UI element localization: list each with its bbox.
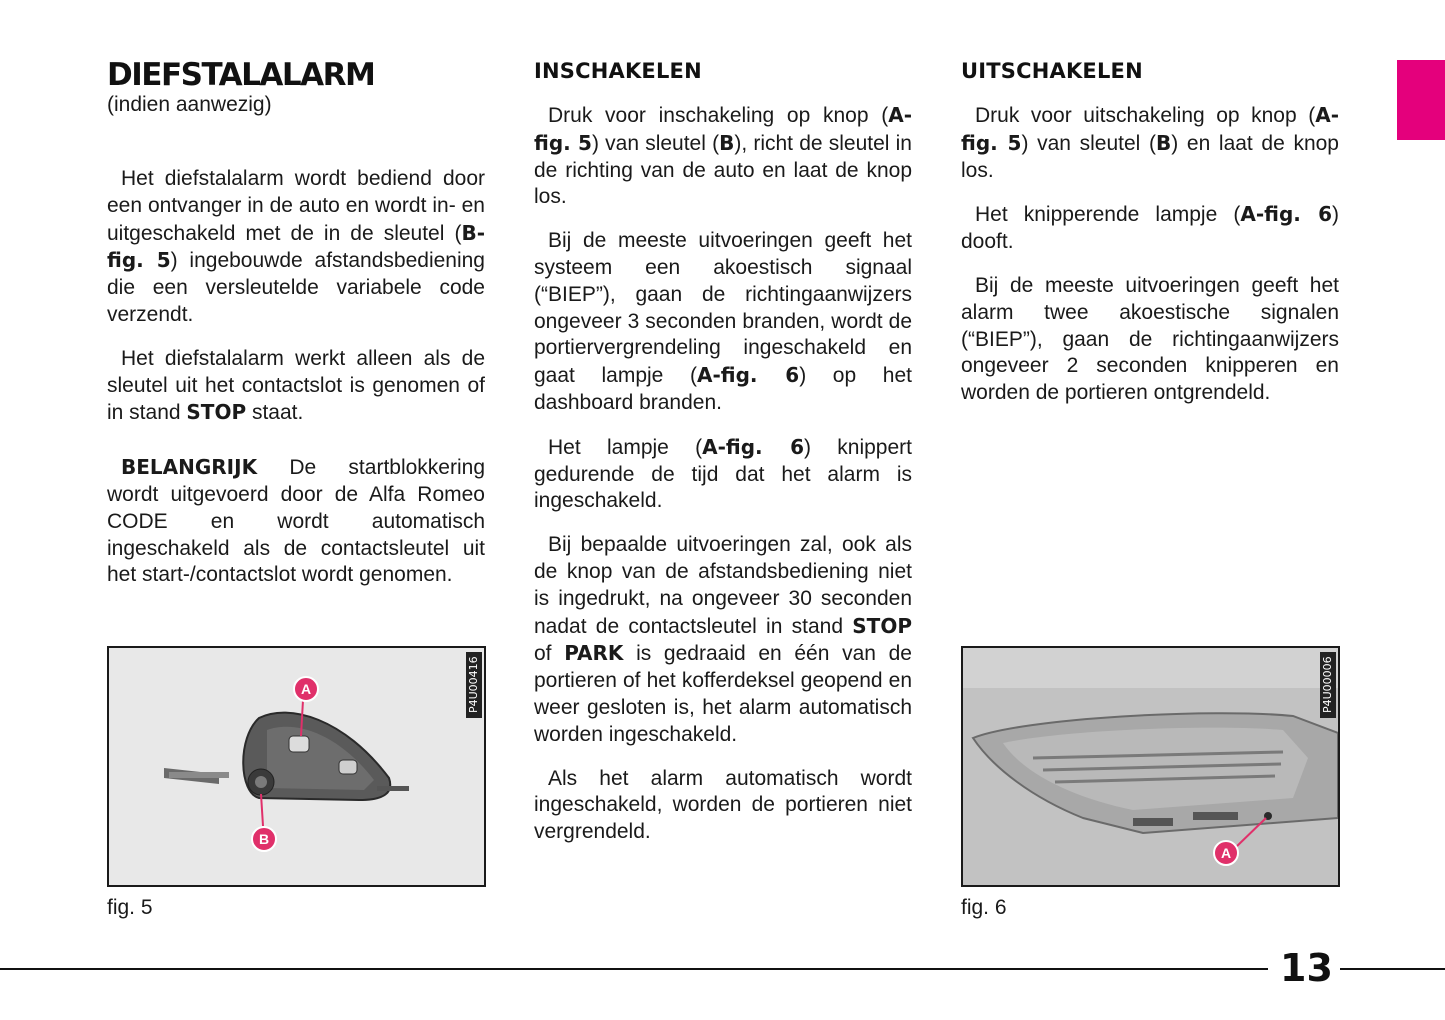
footer-rule xyxy=(0,968,1268,970)
column-middle xyxy=(534,56,912,863)
text-run: ) van sleutel ( xyxy=(591,131,720,155)
text-run: ) en laat de knop los. xyxy=(961,131,1339,182)
paragraph xyxy=(534,434,912,515)
text-run: ) op het dashboard branden. xyxy=(534,364,912,414)
text-run: is gedraaid en één van de portieren of het kofferdeksel geopend en weer gesloten is, het alarm automatisch worden ingeschakeld. xyxy=(534,642,912,746)
section-tab-marker xyxy=(1397,60,1445,140)
important-note xyxy=(107,454,485,589)
figure-caption: fig. 5 xyxy=(107,896,153,919)
text-run: Druk voor uitschakeling op knop ( xyxy=(975,104,1316,127)
footer-rule xyxy=(1340,968,1445,970)
figure-dashboard-lamp xyxy=(961,646,1340,887)
text-run: Als het alarm automatisch wordt ingeschakeld, worden de portieren niet vergrendeld. xyxy=(534,766,912,844)
text-run: Druk voor inschakeling op knop ( xyxy=(548,104,889,127)
callout-a: A xyxy=(1213,840,1239,866)
paragraph xyxy=(961,273,1339,407)
paragraph xyxy=(961,201,1339,256)
bold-term: A-fig. 6 xyxy=(1240,202,1332,227)
bold-term: A-fig. 5 xyxy=(534,103,912,155)
section-heading-inschakelen: INSCHAKELEN xyxy=(534,59,702,83)
text-run: staat. xyxy=(246,401,304,425)
text-run: Bij bepaalde uitvoeringen zal, ook als de knop van de afstandsbediening niet is ingedrukt, na ongeveer 30 seconden nadat de contactsleutel in stand xyxy=(534,533,912,638)
callout-a: A xyxy=(293,676,319,702)
paragraph xyxy=(107,166,485,329)
page-number: 13 xyxy=(1280,946,1333,990)
paragraph xyxy=(534,102,912,211)
bold-term: A-fig. 5 xyxy=(961,103,1339,155)
page-subtitle: (indien aanwezig) xyxy=(107,93,272,116)
text-run: Het diefstalalarm werkt alleen als de sleutel uit het contactslot is genomen of in stand xyxy=(107,346,485,425)
bold-term: A-fig. 6 xyxy=(696,363,800,388)
paragraph xyxy=(961,102,1339,184)
dashboard-illustration xyxy=(963,648,1338,885)
column-right xyxy=(961,56,1339,424)
text-run: Het lampje ( xyxy=(548,435,703,459)
bold-term: B-fig. 5 xyxy=(107,220,485,273)
section-heading-uitschakelen: UITSCHAKELEN xyxy=(961,59,1143,83)
page-title: DIEFSTALALARM xyxy=(107,57,375,93)
bold-term: STOP xyxy=(186,400,247,425)
figure-remote-key xyxy=(107,646,486,887)
bold-term: PARK xyxy=(564,641,624,666)
bold-term: B xyxy=(1155,130,1172,155)
text-run: Het diefstalalarm wordt bediend door een ontvanger in de auto en wordt in- en uitgeschakeld met de in de sleutel ( xyxy=(107,167,485,245)
text-run: ) knippert gedurende de tijd dat het alarm is ingeschakeld. xyxy=(534,435,912,513)
bold-term: B xyxy=(719,130,735,155)
text-run: Bij de meeste uitvoeringen geeft het systeem een akoestisch signaal (“BIEP”), gaan de richtingaanwijzers ongeveer 3 seconden branden, wordt de portiervergrendeling ingeschakeld en gaat lampje ( xyxy=(534,229,912,388)
text-run: ), richt de sleutel in de richting van de auto en laat de knop los. xyxy=(534,131,912,209)
figure-code: P4U00416 xyxy=(466,652,482,718)
figure-code: P4U00006 xyxy=(1320,652,1336,718)
text-run: Bij de meeste uitvoeringen geeft het alarm twee akoestische signalen (“BIEP”), gaan de richtingaanwijzers ongeveer 2 seconden knipperen en worden de portieren ontgrendeld. xyxy=(961,273,1339,405)
text-run: of xyxy=(534,642,565,666)
text-run: ) van sleutel ( xyxy=(1021,131,1156,155)
callout-b: B xyxy=(251,826,277,852)
paragraph xyxy=(534,766,912,846)
paragraph xyxy=(534,228,912,417)
text-run: ) ingebouwde afstandsbediening die een versleutelde variabele code verzendt. xyxy=(107,249,485,326)
text-run: ) dooft. xyxy=(961,203,1339,254)
paragraph xyxy=(107,346,485,427)
bold-term: STOP xyxy=(852,613,912,638)
bold-term: A-fig. 6 xyxy=(702,434,804,459)
figure-caption: fig. 6 xyxy=(961,896,1007,919)
paragraph xyxy=(534,532,912,748)
text-run: Het knipperende lampje ( xyxy=(975,203,1241,227)
text-run: De startblokkering wordt uitgevoerd door de Alfa Romeo CODE en wordt automatisch ingeschakeld als de contactsleutel uit het start-/contactslot wordt genomen. xyxy=(107,456,485,587)
bold-term: BELANGRIJK xyxy=(121,455,258,480)
column-left xyxy=(107,56,485,606)
